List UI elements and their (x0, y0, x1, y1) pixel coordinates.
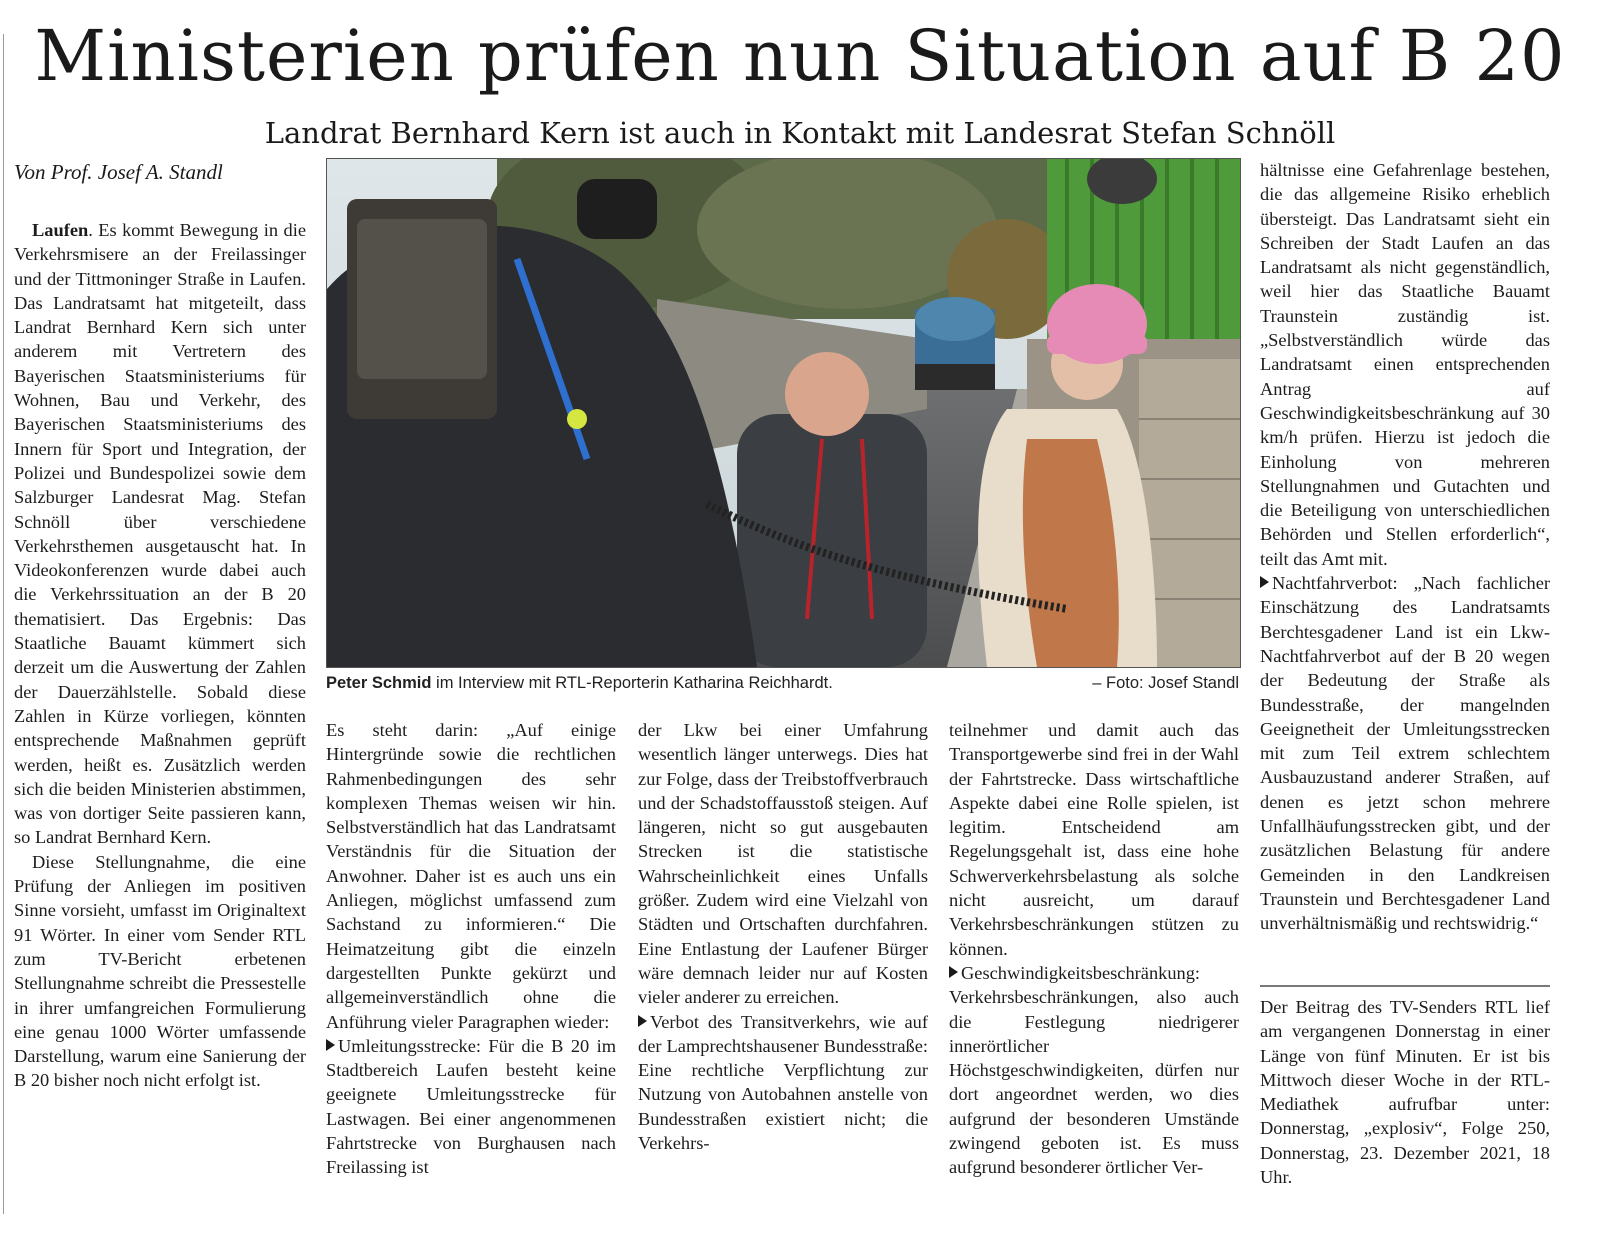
note-separator (1260, 985, 1550, 987)
paragraph (638, 1010, 928, 1156)
photo-caption (326, 671, 1239, 695)
paragraph-text: . Es kommt Bewegung in die Verkehrsmisere an der Freilassinger und der Tittmoninger Straße in Laufen. Das Landratsamt hat mitgeteilt, dass Landrat Bernhard Kern sich unter anderem mit Vertretern des Bayerischen Staatsministeriums für Wohnen, Bau und Verkehr, des Bayerischen Staatsministeriums des Innern für Sport und Integration, der Polizei und Bundespolizei sowie dem Salzburger Landesrat Mag. Stefan Schnöll über verschiedene Verkehrsthemen ausgetauscht hat. In Videokonferenzen wurde dabei auch die Verkehrssituation an der B 20 thematisiert. Das Ergebnis: Das Staatliche Bauamt kümmert sich derzeit um die Auswertung der Zahlen der Dauerzählstelle. Sobald diese Zahlen in Kürze vorliegen, könnten entsprechende Maßnahmen geprüft werden, heißt es. Zusätzlich werden sich die beiden Ministerien abstimmen, was von dortiger Seite passieren kann, so Landrat Bernhard Kern. (14, 220, 306, 848)
article-column-2 (326, 718, 616, 1180)
paragraph: Der Beitrag des TV-Senders RTL lief am vergangenen Donnerstag in einer Länge von fünf Minuten. Er ist bis Mittwoch dieser Woche in der RTL-Mediathek aufrufbar unter: Donnerstag, „explosiv“, Folge 250, Donnerstag, 23. Dezember 2021, 18 Uhr. (1260, 997, 1550, 1188)
paragraph (14, 218, 306, 850)
subheadline: Landrat Bernhard Kern ist auch in Kontakt mit Landesrat Stefan Schnöll (264, 116, 1336, 150)
left-margin-rule (3, 34, 4, 1214)
paragraph: hältnisse eine Gefahrenlage bestehen, die das allgemeine Risiko erheblich übersteigt. Das Landratsamt sieht ein Schreiben der Stadt Laufen an das Landratsamt als nicht gegenständlich, weil hier das Staatliche Bauamt Traunstein zuständig ist. „Selbstverständlich würde das Landratsamt einen entsprechenden Antrag auf Geschwindigkeitsbeschränkung auf 30 km/h prüfen. Hierzu ist jedoch die Einholung von mehreren Stellungnahmen und Gutachten und die Beteiligung von unterschiedlichen Behörden und Stellen erforderlich“, teilt das Amt mit. (1260, 160, 1550, 569)
paragraph-text: Nachtfahrverbot: „Nach fachlicher Einschätzung des Landratsamts Berchtesgadener Land ist ein Lkw- Nachtfahrverbot auf der B 20 wegen der Bedeutung der Straße als Bundesstraße, der mangelnden Geeignetheit der Umleitungsstrecken mit zum Teil extrem schlechtem Ausbauzustand anderer Straßen, auf denen es jetzt schon mehrere Unfallhäufungsstrecken gibt, und der zusätzlichen Belastung für andere Gemeinden in den Landkreisen Traunstein und Berchtesgadener Land unverhältnismäßig und rechtswidrig.“ (1260, 573, 1550, 934)
interview-photo-illustration (327, 159, 1240, 667)
bullet-triangle-icon (638, 1015, 647, 1027)
bullet-triangle-icon (949, 966, 958, 978)
bullet-triangle-icon (326, 1039, 335, 1051)
headline: Ministerien prüfen nun Situation auf B 20 (34, 15, 1566, 97)
byline: Von Prof. Josef A. Standl (14, 160, 223, 184)
article-column-3 (638, 718, 928, 1155)
article-column-5 (1260, 158, 1550, 936)
bullet-triangle-icon (1260, 576, 1269, 588)
paragraph: Es steht darin: „Auf einige Hintergründe sowie die rechtlichen Rahmenbedingungen des sehr komplexen Themas weisen wir hin. Selbstverständlich hat das Landratsamt Verständnis für die Situation der Anwohner. Daher ist es auch uns ein Anliegen, möglichst umfassend zum Sachstand zu informieren.“ Die Heimatzeitung gibt die einzeln dargestellten Punkte gekürzt und allgemeinverständlich ohne die Anführung vieler Paragraphen wieder: (326, 720, 616, 1032)
paragraph: teilnehmer und damit auch das Transportgewerbe sind frei in der Wahl der Fahrtstrecke. Dass wirtschaftliche Aspekte dabei eine Rolle spielen, ist legitim. Entscheidend am Regelungsgehalt ist, dass eine hohe Schwerverkehrsbelastung als solche nicht ausreicht, um darauf Verkehrsbeschränkungen stützen zu können. (949, 720, 1239, 959)
news-photo (326, 158, 1241, 668)
paragraph-text: Verbot des Transitverkehrs, wie auf der Lamprechtshausener Bundesstraße: Eine rechtliche Verpflichtung zur Nutzung von Autobahnen anstelle von Bundesstraßen existiert nicht; die Verkehrs- (638, 1011, 928, 1154)
dateline: Laufen (32, 220, 89, 240)
caption-name: Peter Schmid (326, 674, 432, 692)
broadcast-note (1260, 995, 1550, 1189)
article-column-1 (14, 218, 306, 1093)
caption-text: im Interview mit RTL-Reporterin Katharina Reichhardt. (431, 674, 833, 692)
paragraph (949, 961, 1239, 1180)
paragraph (1260, 571, 1550, 935)
paragraph-text: Umleitungsstrecke: Für die B 20 im Stadtbereich Laufen besteht keine geeignete Umleitungsstrecke für Lastwagen. Bei einer angenommenen Fahrtstrecke von Burghausen nach Freilassing ist (326, 1035, 616, 1178)
paragraph: Diese Stellungnahme, die eine Prüfung der Anliegen im positiven Sinne vorsieht, umfasst im Originaltext 91 Wörter. In einer vom Sender RTL zum TV-Bericht erbetenen Stellungnahme schreibt die Pressestelle in ihrer umfangreichen Formulierung eine genau 1000 Wörter umfassende Darstellung, warum eine Sanierung der B 20 bisher noch nicht erfolgt ist. (14, 851, 306, 1091)
photo-credit: – Foto: Josef Standl (1092, 674, 1239, 692)
paragraph: der Lkw bei einer Umfahrung wesentlich länger unterwegs. Dies hat zur Folge, dass der Treibstoffverbrauch und der Schadstoffausstoß steigen. Auf längeren, nicht so gut ausgebauten Strecken ist die statistische Wahrscheinlichkeit eines Unfalls größer. Zudem wird eine Vielzahl von Städten und Ortschaften durchfahren. Eine Entlastung der Laufener Bürger wäre demnach leider nur auf Kosten vieler anderer zu erreichen. (638, 720, 928, 1008)
paragraph (326, 1034, 616, 1180)
paragraph-text: Geschwindigkeitsbeschränkung: Verkehrsbeschränkungen, also auch die Festlegung niedrigerer innerörtlicher Höchstgeschwindigkeiten, dürfen nur dort angeordnet werden, wo dies aufgrund der besonderen Umstände zwingend geboten ist. Es muss aufgrund besonderer örtlicher Ver- (949, 962, 1239, 1178)
article-column-4 (949, 718, 1239, 1180)
